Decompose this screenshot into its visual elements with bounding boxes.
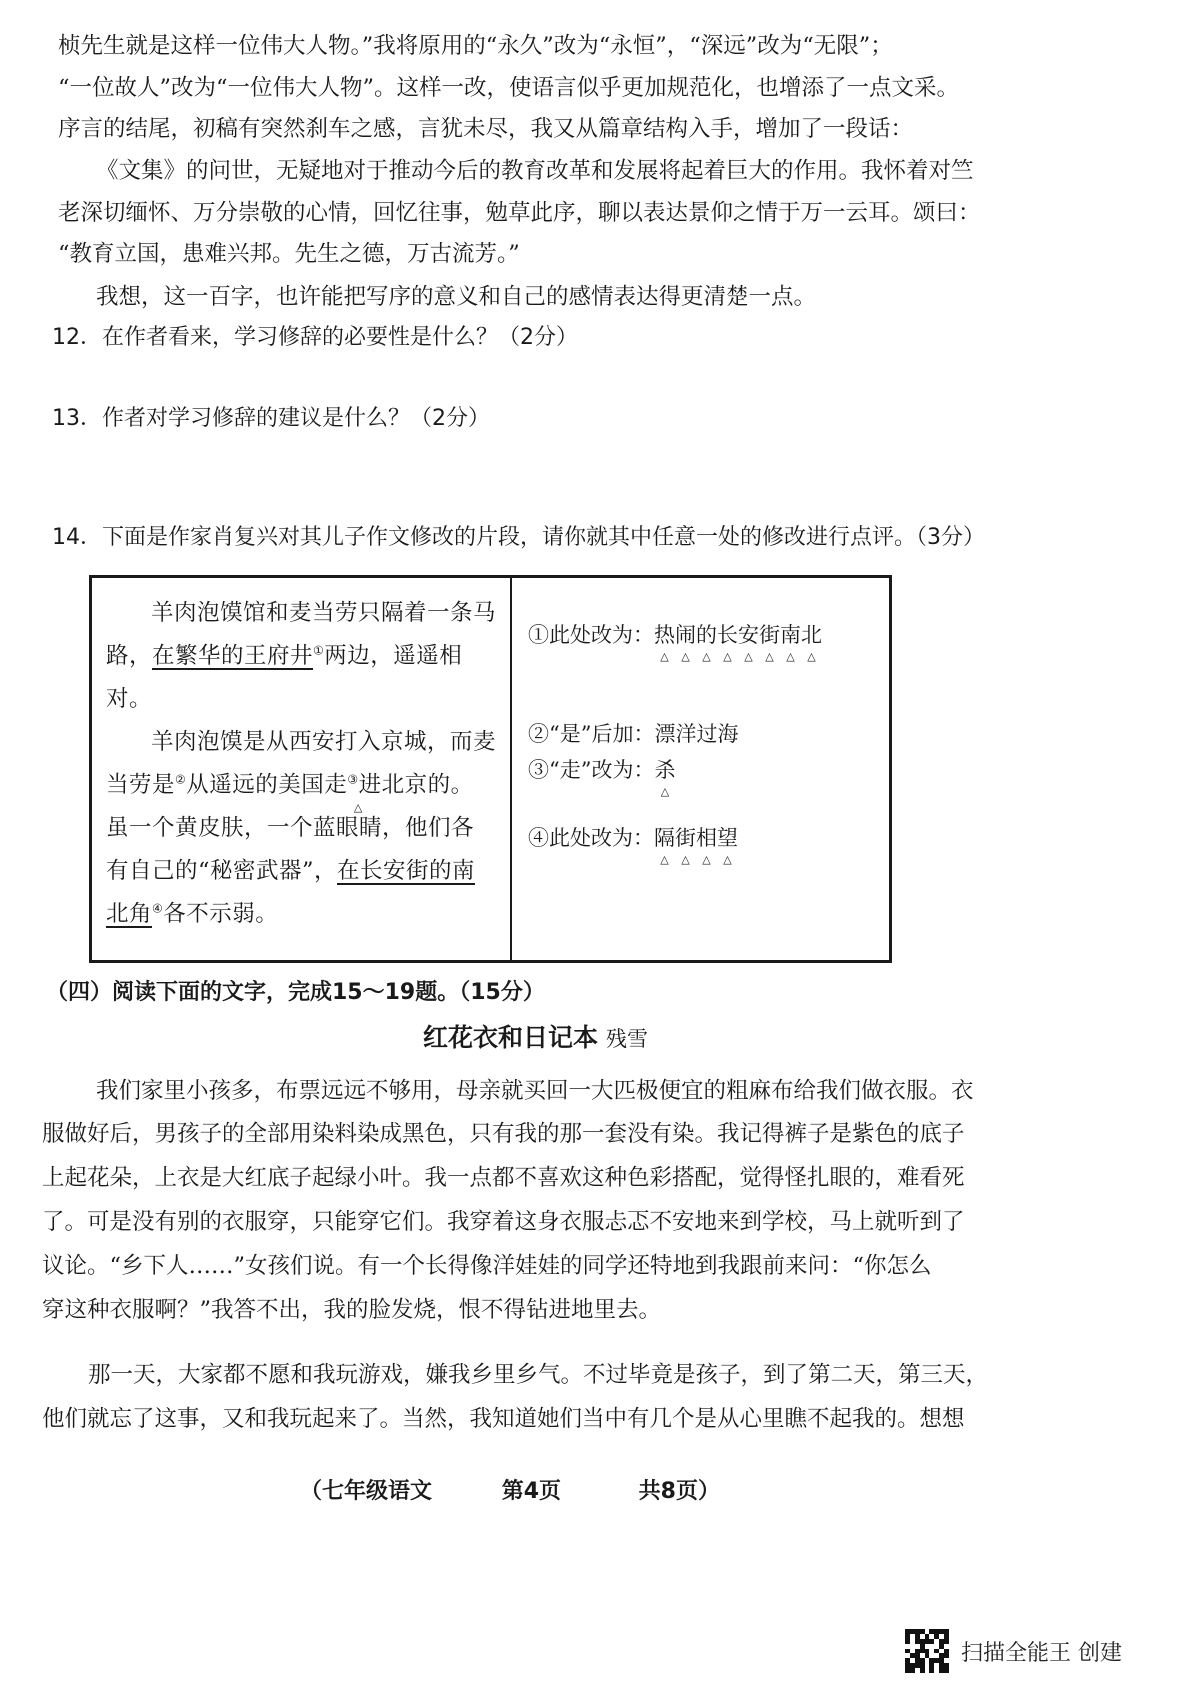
passage-line: 我想，这一百字，也许能把写序的意义和自己的感情表达得更清楚一点。 (96, 284, 817, 310)
revision-note-1-value: 热 △闹 △的 △长 △安 △街 △南 △北 △ (654, 623, 822, 647)
footer-subject: （七年级语文 (300, 1479, 433, 1504)
story-line: 那一天，大家都不愿和我玩游戏，嫌我乡里乡气。不过毕竟是孩子，到了第二天，第三天， (88, 1362, 989, 1388)
page-footer (300, 1474, 720, 1505)
story-title: 红花衣和日记本 (423, 1023, 599, 1052)
revision-marker-2: ② (175, 772, 187, 787)
revision-mark-4-text: 在长安街的南北角 (106, 858, 476, 927)
question-12: 12．在作者看来，学习修辞的必要性是什么？（2分） (52, 325, 578, 350)
passage-line: “教育立国，患难兴邦。先生之德，万古流芳。” (58, 241, 520, 267)
scanner-watermark (905, 1628, 1122, 1674)
essay-revision-table (89, 575, 892, 963)
passage-line: 桢先生就是这样一位伟大人物。”我将原用的“永久”改为“永恒”，“深远”改为“无限”； (58, 33, 893, 59)
revision-note-4: ④此处改为：隔 △街 △相 △望 △ (528, 823, 738, 853)
qr-code-icon (905, 1629, 949, 1673)
revision-note-3-value: 杀 △ (654, 758, 675, 782)
story-line: 服做好后，男孩子的全部用染料染成黑色，只有我的那一套没有染。我记得裤子是紫色的底子 (42, 1121, 965, 1147)
story-line: 他们就忘了这事，又和我玩起来了。当然，我知道她们当中有几个是从心里瞧不起我的。想想 (42, 1406, 965, 1432)
story-line: 我们家里小孩多，布票远远不够用，母亲就买回一大匹极便宜的粗麻布给我们做衣服。衣 (96, 1078, 974, 1104)
table-divider (510, 578, 512, 960)
story-author: 残雪 (606, 1027, 649, 1051)
story-line: 穿这种衣服啊？”我答不出，我的脸发烧，恨不得钻进地里去。 (42, 1297, 662, 1323)
revision-marker-3: ③ (347, 772, 359, 787)
revision-note-3: ③“走”改为：杀 △ (528, 755, 675, 785)
revision-note-4-value: 隔 △街 △相 △望 △ (654, 826, 738, 850)
passage-line: “一位故人”改为“一位伟大人物”。这样一改，使语言似乎更加规范化，也增添了一点文采。 (58, 75, 960, 101)
essay-paragraph: 羊肉泡馍是从西安打入京城，而麦当劳是②从遥远的美国走 △③进北京的。虽一个黄皮肤，一个蓝眼睛，他们各有自己的“秘密武器”，在长安街的南北角④各不示弱。 (106, 721, 496, 936)
question-14: 14．下面是作家肖复兴对其儿子作文修改的片段，请你就其中任意一处的修改进行点评。（3分） (52, 525, 985, 550)
revision-mark-1-text: 在繁华的王府井 (152, 643, 314, 669)
section-heading: （四）阅读下面的文字，完成15～19题。（15分） (46, 980, 545, 1005)
watermark-text: 扫描全能王 创建 (961, 1640, 1122, 1666)
passage-line: 老深切缅怀、万分崇敬的心情，回忆往事，勉草此序，聊以表达景仰之情于万一云耳。颂曰： (58, 200, 981, 226)
revision-marker-1: ① (313, 643, 325, 658)
question-13: 13．作者对学习修辞的建议是什么？（2分） (52, 406, 490, 431)
passage-line: 《文集》的问世，无疑地对于推动今后的教育改革和发展将起着巨大的作用。我怀着对竺 (96, 158, 974, 184)
footer-total-pages: 共8页） (638, 1479, 720, 1504)
essay-excerpt (106, 592, 496, 936)
story-title-block (423, 1022, 648, 1055)
story-line: 了。可是没有别的衣服穿，只能穿它们。我穿着这身衣服忐忑不安地来到学校，马上就听到了 (42, 1209, 965, 1235)
story-line: 议论。“乡下人……”女孩们说。有一个长得像洋娃娃的同学还特地到我跟前来问：“你怎么 (42, 1253, 932, 1279)
passage-line: 序言的结尾，初稿有突然刹车之感，言犹未尽，我又从篇章结构入手，增加了一段话： (58, 116, 914, 142)
revision-mark-3-text: 走 △ (324, 772, 347, 798)
revision-note-2: ②“是”后加：漂洋过海 (528, 722, 739, 746)
revision-note-1: ①此处改为：热 △闹 △的 △长 △安 △街 △南 △北 △ (528, 620, 822, 650)
revision-marker-4: ④ (152, 901, 164, 916)
footer-page-number: 第4页 (501, 1479, 561, 1504)
story-line: 上起花朵，上衣是大红底子起绿小叶。我一点都不喜欢这种色彩搭配，觉得怪扎眼的，难看死 (42, 1165, 965, 1191)
revision-note-2-value: 漂洋过海 (654, 722, 739, 746)
essay-paragraph: 羊肉泡馍馆和麦当劳只隔着一条马路，在繁华的王府井①两边，遥遥相对。 (106, 600, 497, 712)
